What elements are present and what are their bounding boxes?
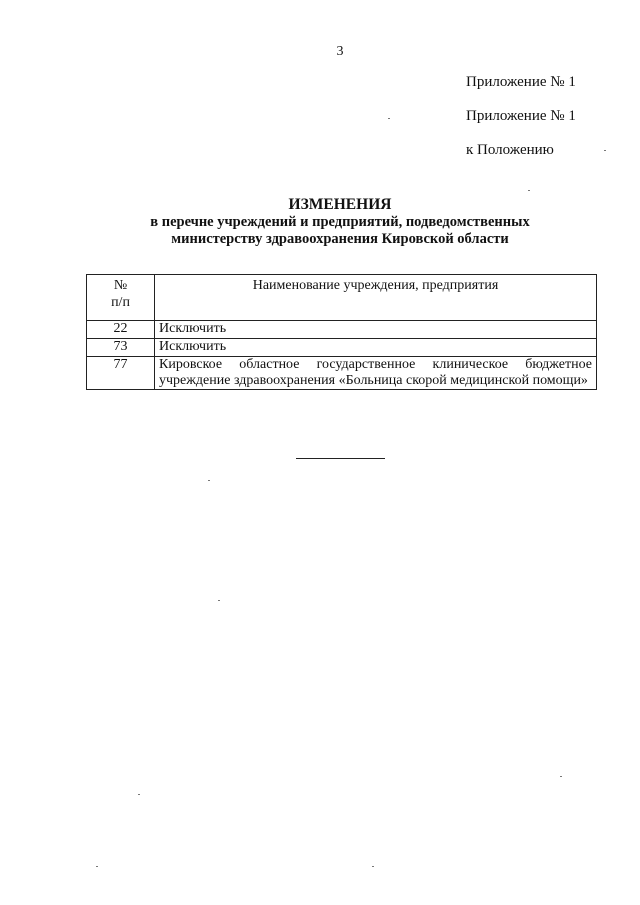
row-name: Кировское областное государственное клиническое бюджетное учреждение здравоохранения «Больница скорой медицинской помощи» [155,357,597,390]
table-row [87,357,597,390]
header-number-cell [87,275,155,321]
scan-speck [604,150,606,151]
scan-speck [208,480,210,481]
appendix-reference: к Положению [466,142,554,158]
appendix-label-repeat: Приложение № 1 [466,108,576,124]
scan-speck [218,600,220,601]
row-number: 73 [87,339,155,357]
document-title: ИЗМЕНЕНИЯ [288,196,392,213]
document-subtitle-line-1: в перечне учреждений и предприятий, подведомственных [150,214,530,230]
scan-speck [138,794,140,795]
row-number: 22 [87,321,155,339]
header-name-cell: Наименование учреждения, предприятия [155,275,597,321]
header-number-symbol: № [113,278,128,293]
appendix-label: Приложение № 1 [466,74,576,90]
scan-speck [96,866,98,867]
changes-table [86,274,597,390]
row-number: 77 [87,357,155,390]
scan-speck [560,776,562,777]
document-title-block [80,195,600,248]
end-divider-line [296,458,385,459]
table-row [87,321,597,339]
page-number: 3 [336,44,344,59]
scan-speck [372,866,374,867]
row-name: Исключить [155,321,597,339]
scan-speck [388,118,390,119]
row-name: Исключить [155,339,597,357]
table-header-row [87,275,597,321]
table-row [87,339,597,357]
header-number-abbrev: п/п [111,295,130,310]
scan-speck [528,190,530,191]
document-subtitle-line-2: министерству здравоохранения Кировской области [171,231,509,247]
